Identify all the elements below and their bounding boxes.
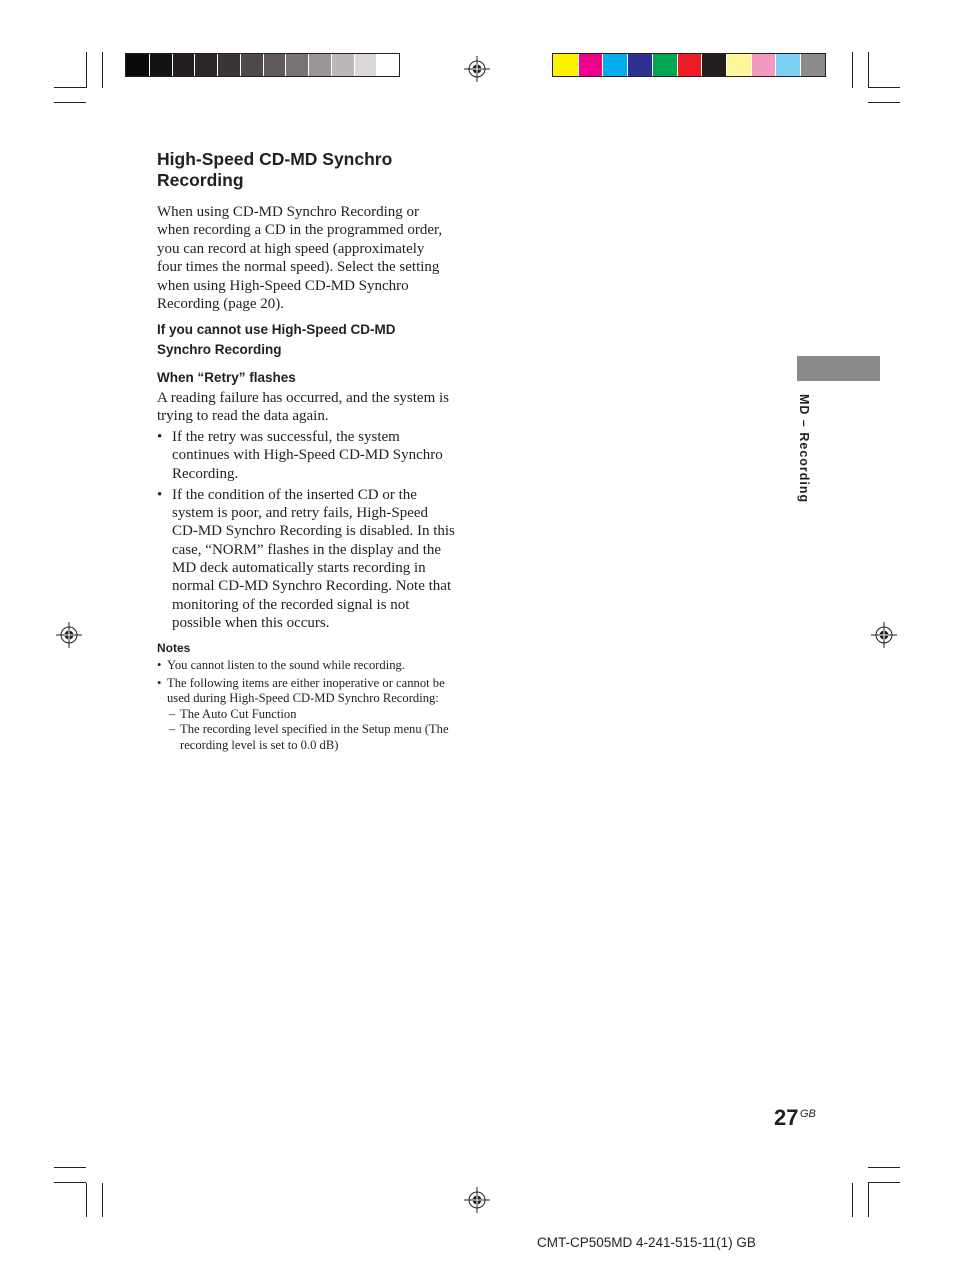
trouble-heading: If you cannot use High-Speed CD-MD Synchro Recording bbox=[157, 322, 396, 357]
crop-mark bbox=[102, 1183, 103, 1217]
color-swatch bbox=[701, 54, 726, 76]
color-swatch bbox=[172, 54, 195, 76]
page-number: 27 bbox=[774, 1105, 799, 1130]
color-swatch bbox=[194, 54, 217, 76]
color-swatch bbox=[677, 54, 702, 76]
crop-mark bbox=[852, 1183, 853, 1217]
color-swatch bbox=[751, 54, 776, 76]
crop-mark bbox=[86, 1183, 87, 1217]
color-swatch bbox=[240, 54, 263, 76]
color-swatch bbox=[217, 54, 240, 76]
registration-target-icon bbox=[464, 1187, 490, 1213]
registration-target-icon bbox=[871, 622, 897, 648]
color-swatch bbox=[308, 54, 331, 76]
crop-mark bbox=[86, 52, 87, 88]
notes-heading: Notes bbox=[157, 641, 191, 655]
crop-mark bbox=[868, 1182, 900, 1183]
side-tab-label: MD – Recording bbox=[797, 394, 811, 504]
color-swatch bbox=[376, 54, 399, 76]
section-tab bbox=[797, 356, 880, 381]
color-swatch bbox=[578, 54, 603, 76]
crop-mark bbox=[868, 102, 900, 103]
footer-code: CMT-CP505MD 4-241-515-11(1) GB bbox=[537, 1235, 756, 1250]
crop-mark bbox=[54, 87, 86, 88]
list-item: • If the condition of the inserted CD or the system is poor, and retry fails, High-Speed CD-MD Synchro Recording is disabled. In this case, “NORM” flashes in the display and the MD deck automatically starts recording in normal CD-MD Synchro Recording. Note that monitoring of the recorded signal is not possible when this occurs. bbox=[157, 486, 455, 631]
color-bar bbox=[552, 53, 826, 77]
page-suffix: GB bbox=[800, 1108, 816, 1120]
color-swatch bbox=[354, 54, 377, 76]
color-swatch bbox=[775, 54, 800, 76]
list-item: • If the retry was successful, the system continues with High-Speed CD-MD Synchro Recording. bbox=[157, 429, 443, 482]
crop-mark bbox=[54, 102, 86, 103]
notes-sublist bbox=[167, 707, 453, 754]
color-swatch bbox=[263, 54, 286, 76]
retry-paragraph: A reading failure has occurred, and the system is trying to read the data again. bbox=[157, 390, 449, 425]
color-swatch bbox=[285, 54, 308, 76]
notes-list bbox=[157, 658, 453, 755]
list-item: • You cannot listen to the sound while recording. bbox=[157, 658, 405, 672]
list-item: – The recording level specified in the Setup menu (The recording level is set to 0.0 dB) bbox=[169, 722, 449, 752]
crop-mark bbox=[868, 87, 900, 88]
crop-mark bbox=[102, 52, 103, 88]
list-item: – The Auto Cut Function bbox=[169, 706, 297, 721]
list-item: • The following items are either inoperative or cannot be used during High-Speed CD-MD Synchro Recording: – The Auto Cut Function – The recording level specified in the Setup menu (The recording level is set to 0.0 dB) bbox=[157, 676, 453, 754]
crop-mark bbox=[868, 1183, 869, 1217]
color-swatch bbox=[602, 54, 627, 76]
crop-mark bbox=[868, 52, 869, 88]
registration-target-icon bbox=[56, 622, 82, 648]
color-swatch bbox=[800, 54, 825, 76]
section-title: High-Speed CD-MD Synchro Recording bbox=[157, 149, 393, 190]
color-swatch bbox=[627, 54, 652, 76]
color-swatch bbox=[126, 54, 149, 76]
crop-mark bbox=[54, 1182, 86, 1183]
color-swatch bbox=[149, 54, 172, 76]
registration-target-icon bbox=[464, 56, 490, 82]
color-swatch bbox=[553, 54, 578, 76]
color-swatch bbox=[331, 54, 354, 76]
crop-mark bbox=[868, 1167, 900, 1168]
retry-bullet-list bbox=[157, 428, 457, 635]
color-swatch bbox=[652, 54, 677, 76]
crop-mark bbox=[852, 52, 853, 88]
crop-mark bbox=[54, 1167, 86, 1168]
color-swatch bbox=[726, 54, 751, 76]
intro-paragraph: When using CD-MD Synchro Recording or when recording a CD in the programmed order, you can record at high speed (approximately four times the normal speed). Select the setting when using High-Speed CD-MD Synchro Recording (page 20). bbox=[157, 204, 443, 313]
grayscale-bar bbox=[125, 53, 400, 77]
retry-subheading: When “Retry” flashes bbox=[157, 370, 296, 385]
